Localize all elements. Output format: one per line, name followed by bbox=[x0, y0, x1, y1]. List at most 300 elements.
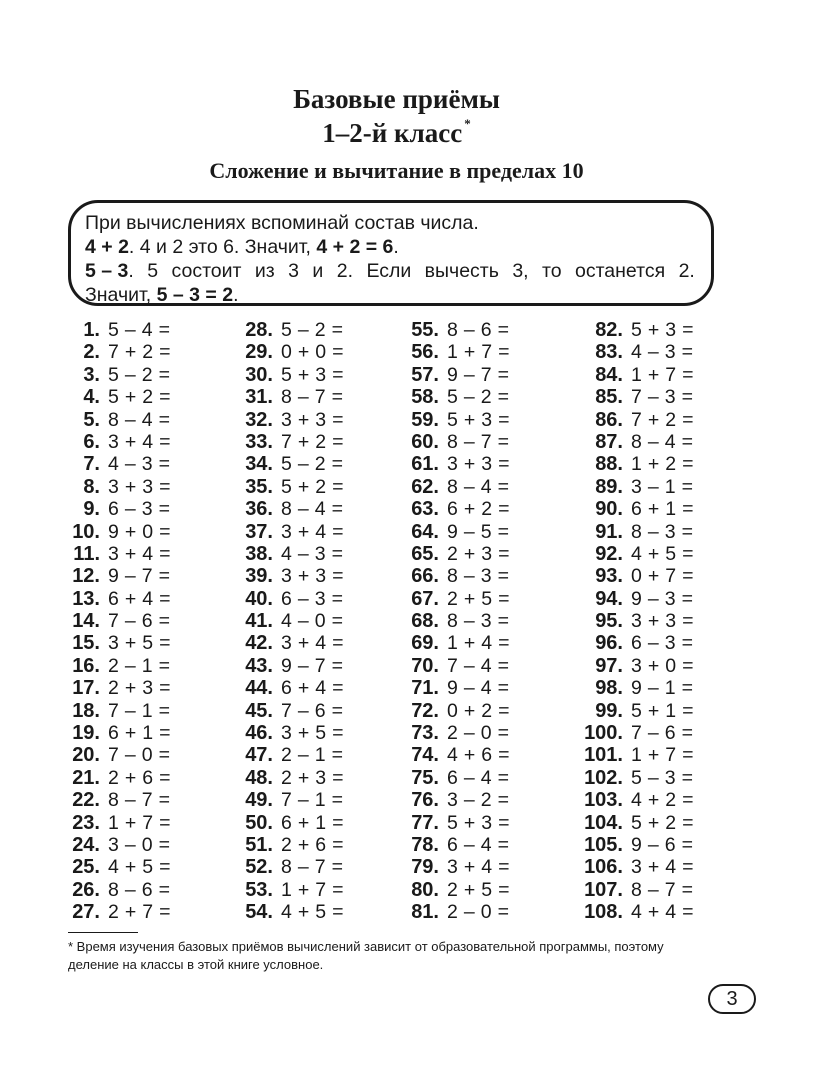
exercise-expression: 1 + 7 = bbox=[631, 363, 694, 386]
exercise-item bbox=[560, 498, 694, 520]
exercise-item bbox=[218, 901, 344, 923]
exercise-expression: 3 – 2 = bbox=[447, 789, 510, 812]
exercise-item bbox=[218, 767, 344, 789]
exercise-item bbox=[218, 319, 344, 341]
exercise-item bbox=[560, 565, 694, 587]
exercise-number: 76. bbox=[411, 789, 439, 812]
hint-text-2: . 4 и 2 это 6. Значит, bbox=[128, 236, 317, 258]
exercise-item bbox=[218, 879, 344, 901]
exercise-item bbox=[560, 521, 694, 543]
exercise-expression: 8 – 7 = bbox=[631, 878, 694, 901]
exercise-expression: 5 + 3 = bbox=[281, 363, 344, 386]
exercise-item bbox=[384, 431, 510, 453]
exercise-expression: 1 + 7 = bbox=[631, 744, 694, 767]
exercise-number: 41. bbox=[245, 610, 273, 633]
hint-word: 2. bbox=[336, 260, 354, 282]
exercise-item bbox=[44, 856, 171, 878]
exercise-expression: 3 + 4 = bbox=[447, 856, 510, 879]
exercise-item bbox=[384, 901, 510, 923]
exercise-expression: 2 + 3 = bbox=[447, 542, 510, 565]
exercise-expression: 5 + 3 = bbox=[631, 319, 694, 341]
grade-title bbox=[0, 118, 793, 149]
page-title: Базовые приёмы bbox=[293, 84, 500, 114]
exercise-number: 78. bbox=[411, 833, 439, 856]
exercise-number: 79. bbox=[411, 856, 439, 879]
exercise-item bbox=[218, 700, 344, 722]
exercise-item bbox=[218, 364, 344, 386]
hint-example-1: 4 + 2 bbox=[85, 236, 129, 258]
exercise-item bbox=[44, 744, 171, 766]
exercise-expression: 2 + 5 = bbox=[447, 587, 510, 610]
exercise-item bbox=[218, 632, 344, 654]
hint-word: состоит bbox=[171, 260, 242, 282]
exercise-item bbox=[218, 744, 344, 766]
exercise-number: 42. bbox=[245, 632, 273, 655]
exercise-number: 91. bbox=[595, 520, 623, 543]
exercise-expression: 3 + 3 = bbox=[281, 565, 344, 588]
exercise-expression: 5 + 2 = bbox=[281, 475, 344, 498]
exercise-number: 89. bbox=[595, 475, 623, 498]
exercise-number: 97. bbox=[595, 654, 623, 677]
exercise-expression: 0 + 2 = bbox=[447, 699, 510, 722]
exercise-item bbox=[44, 812, 171, 834]
exercise-item bbox=[560, 767, 694, 789]
exercise-expression: 7 + 2 = bbox=[631, 408, 694, 431]
exercise-number: 46. bbox=[245, 722, 273, 745]
exercise-expression: 9 – 7 = bbox=[447, 363, 510, 386]
exercise-expression: 5 – 2 = bbox=[281, 453, 344, 476]
exercise-number: 54. bbox=[245, 901, 273, 924]
exercise-number: 17. bbox=[72, 677, 100, 700]
exercise-number: 85. bbox=[595, 386, 623, 409]
exercise-item bbox=[560, 812, 694, 834]
exercise-number: 48. bbox=[245, 766, 273, 789]
exercise-item bbox=[384, 498, 510, 520]
exercise-number: 84. bbox=[595, 363, 623, 386]
exercise-number: 30. bbox=[245, 363, 273, 386]
exercise-expression: 7 – 6 = bbox=[631, 722, 694, 745]
exercise-number: 59. bbox=[411, 408, 439, 431]
exercise-item bbox=[560, 386, 694, 408]
exercise-expression: 3 – 0 = bbox=[108, 833, 171, 856]
exercise-item bbox=[44, 409, 171, 431]
exercise-number: 66. bbox=[411, 565, 439, 588]
exercise-expression: 7 – 0 = bbox=[108, 744, 171, 767]
exercise-expression: 5 – 2 = bbox=[281, 319, 344, 341]
exercise-item bbox=[218, 722, 344, 744]
exercise-expression: 3 + 3 = bbox=[447, 453, 510, 476]
hint-example-2: 5 – 3 bbox=[85, 260, 129, 282]
exercise-expression: 3 + 3 = bbox=[631, 610, 694, 633]
exercise-number: 96. bbox=[595, 632, 623, 655]
exercise-item bbox=[384, 834, 510, 856]
exercise-number: 107. bbox=[584, 878, 623, 901]
exercise-expression: 8 – 6 = bbox=[108, 878, 171, 901]
exercise-expression: 6 – 4 = bbox=[447, 833, 510, 856]
exercise-number: 23. bbox=[72, 811, 100, 834]
exercise-number: 8. bbox=[83, 475, 100, 498]
exercise-item bbox=[44, 834, 171, 856]
exercise-expression: 5 – 2 = bbox=[447, 386, 510, 409]
exercise-number: 105. bbox=[584, 833, 623, 856]
footnote-divider bbox=[68, 932, 138, 933]
exercise-item bbox=[218, 498, 344, 520]
exercise-number: 67. bbox=[411, 587, 439, 610]
exercise-number: 15. bbox=[72, 632, 100, 655]
exercise-expression: 2 – 1 = bbox=[281, 744, 344, 767]
exercise-item bbox=[218, 431, 344, 453]
exercise-number: 39. bbox=[245, 565, 273, 588]
exercise-expression: 3 + 3 = bbox=[281, 408, 344, 431]
exercise-number: 37. bbox=[245, 520, 273, 543]
hint-line-2 bbox=[85, 235, 711, 259]
exercise-item bbox=[218, 565, 344, 587]
hint-line-1: При вычислениях вспоминай состав числа. bbox=[85, 212, 479, 234]
exercise-expression: 5 + 1 = bbox=[631, 699, 694, 722]
exercise-expression: 4 + 5 = bbox=[631, 542, 694, 565]
exercise-expression: 9 – 5 = bbox=[447, 520, 510, 543]
exercise-item bbox=[560, 341, 694, 363]
exercise-expression: 8 – 7 = bbox=[281, 856, 344, 879]
exercise-expression: 2 + 7 = bbox=[108, 901, 171, 924]
exercise-number: 69. bbox=[411, 632, 439, 655]
exercise-number: 92. bbox=[595, 542, 623, 565]
hint-word: вычесть bbox=[424, 260, 499, 282]
exercise-item bbox=[384, 364, 510, 386]
exercise-number: 43. bbox=[245, 654, 273, 677]
exercise-item bbox=[218, 677, 344, 699]
hint-word: 3, bbox=[512, 260, 529, 282]
exercise-expression: 3 + 4 = bbox=[281, 632, 344, 655]
exercise-number: 7. bbox=[83, 453, 100, 476]
exercise-item bbox=[560, 588, 694, 610]
exercise-expression: 5 + 2 = bbox=[108, 386, 171, 409]
exercise-item bbox=[384, 700, 510, 722]
exercise-number: 102. bbox=[584, 766, 623, 789]
exercise-number: 83. bbox=[595, 341, 623, 364]
exercise-number: 25. bbox=[72, 856, 100, 879]
footnote bbox=[68, 938, 728, 974]
exercise-item bbox=[384, 409, 510, 431]
hint-word: останется bbox=[575, 260, 666, 282]
exercise-number: 88. bbox=[595, 453, 623, 476]
exercise-number: 5. bbox=[83, 408, 100, 431]
hint-word: 5 bbox=[147, 260, 159, 282]
exercise-number: 70. bbox=[411, 654, 439, 677]
exercise-item bbox=[560, 677, 694, 699]
exercise-item bbox=[218, 834, 344, 856]
exercise-item bbox=[218, 543, 344, 565]
exercise-item bbox=[384, 744, 510, 766]
exercise-number: 93. bbox=[595, 565, 623, 588]
hint-box bbox=[68, 200, 714, 306]
exercise-number: 73. bbox=[411, 722, 439, 745]
exercise-item bbox=[44, 431, 171, 453]
exercise-expression: 8 – 6 = bbox=[447, 319, 510, 341]
exercise-item bbox=[44, 677, 171, 699]
exercise-item bbox=[560, 744, 694, 766]
exercise-number: 98. bbox=[595, 677, 623, 700]
exercise-expression: 9 – 7 = bbox=[281, 654, 344, 677]
exercise-expression: 2 + 5 = bbox=[447, 878, 510, 901]
exercise-item bbox=[384, 386, 510, 408]
exercise-item bbox=[560, 409, 694, 431]
exercise-number: 51. bbox=[245, 833, 273, 856]
exercise-item bbox=[44, 767, 171, 789]
exercise-number: 50. bbox=[245, 811, 273, 834]
exercise-column-1 bbox=[44, 319, 171, 924]
exercise-item bbox=[44, 565, 171, 587]
exercise-expression: 8 – 4 = bbox=[447, 475, 510, 498]
exercise-expression: 3 + 4 = bbox=[108, 430, 171, 453]
exercise-number: 82. bbox=[595, 319, 623, 341]
exercise-item bbox=[384, 543, 510, 565]
exercise-number: 45. bbox=[245, 699, 273, 722]
hint-word: то bbox=[542, 260, 562, 282]
exercise-item bbox=[384, 789, 510, 811]
exercise-expression: 8 – 3 = bbox=[447, 565, 510, 588]
exercise-number: 77. bbox=[411, 811, 439, 834]
exercise-number: 12. bbox=[72, 565, 100, 588]
footnote-line-2: деление на классы в этой книге условное. bbox=[68, 957, 324, 972]
exercise-expression: 6 + 1 = bbox=[631, 498, 694, 521]
exercise-item bbox=[44, 476, 171, 498]
exercise-expression: 6 + 1 = bbox=[281, 811, 344, 834]
exercise-number: 18. bbox=[72, 699, 100, 722]
exercise-item bbox=[218, 453, 344, 475]
exercise-number: 100. bbox=[584, 722, 623, 745]
exercise-item bbox=[44, 722, 171, 744]
exercise-item bbox=[560, 789, 694, 811]
exercise-expression: 7 – 3 = bbox=[631, 386, 694, 409]
exercise-expression: 3 + 0 = bbox=[631, 654, 694, 677]
hint-word: 2. bbox=[678, 260, 695, 282]
exercise-expression: 9 – 4 = bbox=[447, 677, 510, 700]
exercise-number: 40. bbox=[245, 587, 273, 610]
exercise-expression: 3 + 3 = bbox=[108, 475, 171, 498]
exercise-number: 31. bbox=[245, 386, 273, 409]
exercise-number: 90. bbox=[595, 498, 623, 521]
hint-word: Если bbox=[366, 260, 412, 282]
exercise-expression: 4 – 3 = bbox=[108, 453, 171, 476]
exercise-number: 63. bbox=[411, 498, 439, 521]
exercise-expression: 8 – 7 = bbox=[281, 386, 344, 409]
exercise-item bbox=[218, 789, 344, 811]
exercise-number: 99. bbox=[595, 699, 623, 722]
exercise-expression: 7 – 6 = bbox=[281, 699, 344, 722]
exercise-item bbox=[560, 610, 694, 632]
exercise-expression: 7 + 2 = bbox=[281, 430, 344, 453]
exercise-expression: 9 – 6 = bbox=[631, 833, 694, 856]
exercise-expression: 6 – 3 = bbox=[108, 498, 171, 521]
exercise-number: 104. bbox=[584, 811, 623, 834]
exercise-item bbox=[44, 901, 171, 923]
exercise-item bbox=[560, 722, 694, 744]
exercise-number: 21. bbox=[72, 766, 100, 789]
exercise-number: 103. bbox=[584, 789, 623, 812]
exercise-item bbox=[384, 677, 510, 699]
exercise-number: 2. bbox=[83, 341, 100, 364]
exercise-expression: 2 + 3 = bbox=[281, 766, 344, 789]
exercise-expression: 6 + 4 = bbox=[108, 587, 171, 610]
exercise-expression: 4 – 0 = bbox=[281, 610, 344, 633]
exercise-number: 35. bbox=[245, 475, 273, 498]
exercise-number: 9. bbox=[83, 498, 100, 521]
exercise-number: 53. bbox=[245, 878, 273, 901]
exercise-expression: 1 + 7 = bbox=[108, 811, 171, 834]
exercise-expression: 1 + 7 = bbox=[447, 341, 510, 364]
exercise-expression: 2 – 0 = bbox=[447, 901, 510, 924]
exercise-number: 75. bbox=[411, 766, 439, 789]
hint-text-4: Значит, bbox=[85, 284, 157, 306]
exercise-item bbox=[560, 834, 694, 856]
exercise-item bbox=[384, 722, 510, 744]
exercise-number: 28. bbox=[245, 319, 273, 341]
exercise-expression: 3 + 5 = bbox=[281, 722, 344, 745]
exercise-expression: 8 – 4 = bbox=[631, 430, 694, 453]
exercise-number: 95. bbox=[595, 610, 623, 633]
hint-equation-1: 4 + 2 = 6 bbox=[316, 236, 394, 258]
exercise-number: 108. bbox=[584, 901, 623, 924]
exercise-number: 87. bbox=[595, 430, 623, 453]
exercise-item bbox=[44, 386, 171, 408]
exercise-expression: 3 + 4 = bbox=[281, 520, 344, 543]
exercise-expression: 7 – 1 = bbox=[108, 699, 171, 722]
exercise-expression: 3 + 4 = bbox=[108, 542, 171, 565]
exercise-number: 68. bbox=[411, 610, 439, 633]
exercise-item bbox=[218, 521, 344, 543]
exercise-expression: 9 – 1 = bbox=[631, 677, 694, 700]
exercise-expression: 3 + 4 = bbox=[631, 856, 694, 879]
exercise-item bbox=[560, 632, 694, 654]
exercise-expression: 5 – 2 = bbox=[108, 363, 171, 386]
exercise-number: 56. bbox=[411, 341, 439, 364]
exercise-item bbox=[218, 856, 344, 878]
exercise-expression: 1 + 2 = bbox=[631, 453, 694, 476]
exercise-item bbox=[44, 341, 171, 363]
exercise-number: 20. bbox=[72, 744, 100, 767]
exercise-item bbox=[218, 341, 344, 363]
exercise-item bbox=[560, 655, 694, 677]
exercise-item bbox=[560, 319, 694, 341]
exercise-expression: 1 + 4 = bbox=[447, 632, 510, 655]
exercise-expression: 2 + 6 = bbox=[281, 833, 344, 856]
exercise-item bbox=[384, 476, 510, 498]
exercise-item bbox=[218, 610, 344, 632]
exercise-number: 71. bbox=[411, 677, 439, 700]
exercise-expression: 8 – 7 = bbox=[108, 789, 171, 812]
exercise-item bbox=[44, 610, 171, 632]
exercise-item bbox=[44, 655, 171, 677]
footnote-line-1: * Время изучения базовых приёмов вычислений зависит от образовательной программы, поэтому bbox=[68, 939, 664, 954]
exercise-item bbox=[560, 856, 694, 878]
exercise-expression: 2 – 1 = bbox=[108, 654, 171, 677]
section-subtitle: Сложение и вычитание в пределах 10 bbox=[209, 158, 584, 183]
exercise-item bbox=[384, 319, 510, 341]
exercise-item bbox=[560, 453, 694, 475]
exercise-number: 101. bbox=[584, 744, 623, 767]
exercise-expression: 4 + 5 = bbox=[108, 856, 171, 879]
exercise-number: 86. bbox=[595, 408, 623, 431]
exercise-expression: 4 – 3 = bbox=[281, 542, 344, 565]
hint-word: . bbox=[128, 260, 134, 282]
exercise-item bbox=[560, 879, 694, 901]
grade-label: 1–2-й класс bbox=[322, 118, 463, 148]
exercise-expression: 6 – 4 = bbox=[447, 766, 510, 789]
footnote-mark: * bbox=[464, 116, 471, 131]
exercise-number: 58. bbox=[411, 386, 439, 409]
hint-word: 3 bbox=[288, 260, 299, 282]
exercise-number: 1. bbox=[83, 319, 100, 341]
exercise-number: 61. bbox=[411, 453, 439, 476]
exercise-expression: 7 – 4 = bbox=[447, 654, 510, 677]
exercise-item bbox=[384, 879, 510, 901]
exercise-item bbox=[44, 632, 171, 654]
exercise-number: 24. bbox=[72, 833, 100, 856]
exercise-expression: 3 – 1 = bbox=[631, 475, 694, 498]
exercise-expression: 9 – 7 = bbox=[108, 565, 171, 588]
exercise-number: 65. bbox=[411, 542, 439, 565]
hint-end-2: . bbox=[393, 236, 399, 258]
exercise-expression: 7 – 1 = bbox=[281, 789, 344, 812]
exercise-item bbox=[44, 498, 171, 520]
exercise-number: 11. bbox=[73, 542, 100, 565]
exercise-number: 57. bbox=[411, 363, 439, 386]
exercise-item bbox=[218, 409, 344, 431]
exercise-item bbox=[384, 655, 510, 677]
exercise-number: 27. bbox=[72, 901, 100, 924]
exercise-expression: 9 – 3 = bbox=[631, 587, 694, 610]
exercise-item bbox=[384, 565, 510, 587]
exercise-item bbox=[384, 341, 510, 363]
exercise-item bbox=[44, 543, 171, 565]
exercise-expression: 5 + 2 = bbox=[631, 811, 694, 834]
exercise-item bbox=[44, 453, 171, 475]
exercise-item bbox=[560, 476, 694, 498]
exercise-number: 64. bbox=[411, 520, 439, 543]
exercise-expression: 8 – 3 = bbox=[631, 520, 694, 543]
exercise-expression: 6 + 1 = bbox=[108, 722, 171, 745]
exercise-item bbox=[560, 543, 694, 565]
exercise-item bbox=[218, 476, 344, 498]
exercise-item bbox=[44, 364, 171, 386]
exercise-expression: 2 + 6 = bbox=[108, 766, 171, 789]
exercise-number: 22. bbox=[72, 789, 100, 812]
exercise-item bbox=[560, 364, 694, 386]
exercise-expression: 8 – 4 = bbox=[281, 498, 344, 521]
exercise-number: 26. bbox=[72, 878, 100, 901]
exercise-expression: 6 + 2 = bbox=[447, 498, 510, 521]
exercise-item bbox=[218, 655, 344, 677]
exercise-number: 80. bbox=[411, 878, 439, 901]
exercise-expression: 2 – 0 = bbox=[447, 722, 510, 745]
exercise-number: 3. bbox=[83, 363, 100, 386]
exercise-item bbox=[44, 879, 171, 901]
exercise-item bbox=[384, 588, 510, 610]
exercise-number: 36. bbox=[245, 498, 273, 521]
exercise-number: 62. bbox=[411, 475, 439, 498]
exercise-expression: 2 + 3 = bbox=[108, 677, 171, 700]
exercise-number: 38. bbox=[245, 542, 273, 565]
exercise-number: 14. bbox=[72, 610, 100, 633]
exercise-number: 72. bbox=[411, 699, 439, 722]
exercise-item bbox=[560, 901, 694, 923]
exercise-number: 106. bbox=[584, 856, 623, 879]
exercise-expression: 6 – 3 = bbox=[281, 587, 344, 610]
exercise-item bbox=[44, 789, 171, 811]
exercise-number: 94. bbox=[595, 587, 623, 610]
exercise-expression: 4 – 3 = bbox=[631, 341, 694, 364]
